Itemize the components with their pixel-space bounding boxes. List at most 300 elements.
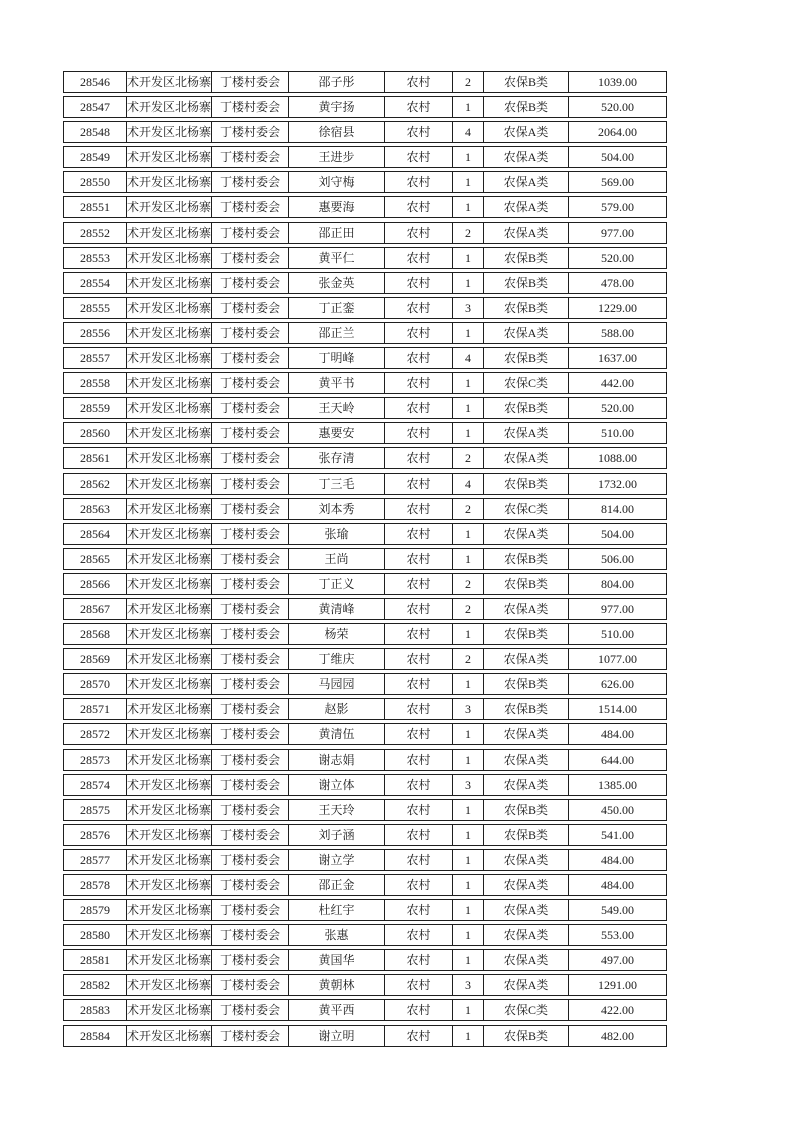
table-row (63, 222, 667, 244)
cell-insurance-class: 农保C类 (484, 499, 569, 519)
cell-residence-type: 农村 (385, 298, 453, 318)
table-row (63, 422, 667, 444)
cell-amount: 1637.00 (598, 351, 637, 366)
cell-district: 术开发区北杨寨 (127, 825, 212, 845)
cell-residence-type: 农村 (385, 699, 453, 719)
cell-count: 1 (453, 524, 484, 544)
cell-village-committee: 丁楼村委会 (212, 223, 289, 243)
cell-village-committee: 丁楼村委会 (212, 900, 289, 920)
cell-amount: 1385.00 (598, 777, 637, 792)
cell-amount: 484.00 (601, 852, 634, 867)
cell-insurance-class: 农保B类 (484, 398, 569, 418)
cell-residence-type: 农村 (385, 97, 453, 117)
table-row (63, 999, 667, 1021)
cell-residence-type: 农村 (385, 950, 453, 970)
cell-village-committee: 丁楼村委会 (212, 1026, 289, 1046)
cell-residence-type: 农村 (385, 122, 453, 142)
cell-district: 术开发区北杨寨 (127, 1000, 212, 1020)
cell-serial-number: 28553 (64, 248, 127, 268)
cell-residence-type: 农村 (385, 649, 453, 669)
table-row (63, 849, 667, 871)
cell-district: 术开发区北杨寨 (127, 423, 212, 443)
cell-amount: 588.00 (601, 325, 634, 340)
cell-insurance-class: 农保B类 (484, 348, 569, 368)
cell-village-committee: 丁楼村委会 (212, 147, 289, 167)
cell-district: 术开发区北杨寨 (127, 624, 212, 644)
cell-insurance-class: 农保B类 (484, 624, 569, 644)
cell-insurance-class: 农保A类 (484, 875, 569, 895)
cell-insurance-class: 农保A类 (484, 197, 569, 217)
cell-village-committee: 丁楼村委会 (212, 273, 289, 293)
cell-village-committee: 丁楼村委会 (212, 599, 289, 619)
cell-residence-type: 农村 (385, 975, 453, 995)
table-row (63, 949, 667, 971)
cell-person-name: 邵子彤 (289, 72, 385, 92)
cell-amount: 644.00 (601, 752, 634, 767)
cell-amount: 484.00 (601, 727, 634, 742)
table-row (63, 196, 667, 218)
cell-insurance-class: 农保A类 (484, 750, 569, 770)
table-row (63, 974, 667, 996)
table-row (63, 723, 667, 745)
cell-person-name: 马园园 (289, 674, 385, 694)
cell-insurance-class: 农保A类 (484, 649, 569, 669)
table-row (63, 397, 667, 419)
cell-district: 术开发区北杨寨 (127, 197, 212, 217)
cell-village-committee: 丁楼村委会 (212, 975, 289, 995)
cell-serial-number: 28555 (64, 298, 127, 318)
table-row (63, 347, 667, 369)
cell-amount: 506.00 (601, 551, 634, 566)
cell-person-name: 黄平书 (289, 373, 385, 393)
cell-person-name: 王进步 (289, 147, 385, 167)
table-row (63, 874, 667, 896)
cell-district: 术开发区北杨寨 (127, 72, 212, 92)
cell-insurance-class: 农保A类 (484, 323, 569, 343)
cell-insurance-class: 农保A类 (484, 147, 569, 167)
cell-person-name: 张瑜 (289, 524, 385, 544)
cell-amount: 569.00 (601, 175, 634, 190)
cell-person-name: 谢立学 (289, 850, 385, 870)
cell-village-committee: 丁楼村委会 (212, 624, 289, 644)
cell-residence-type: 农村 (385, 248, 453, 268)
cell-insurance-class: 农保B类 (484, 549, 569, 569)
cell-count: 1 (453, 750, 484, 770)
cell-person-name: 张惠 (289, 925, 385, 945)
cell-count: 1 (453, 1000, 484, 1020)
cell-district: 术开发区北杨寨 (127, 524, 212, 544)
cell-district: 术开发区北杨寨 (127, 398, 212, 418)
cell-count: 1 (453, 248, 484, 268)
cell-amount: 814.00 (601, 501, 634, 516)
table-row (63, 272, 667, 294)
cell-district: 术开发区北杨寨 (127, 574, 212, 594)
cell-amount: 520.00 (601, 250, 634, 265)
cell-amount: 1732.00 (598, 476, 637, 491)
table-row (63, 146, 667, 168)
cell-serial-number: 28559 (64, 398, 127, 418)
cell-insurance-class: 农保B类 (484, 825, 569, 845)
cell-serial-number: 28550 (64, 172, 127, 192)
cell-district: 术开发区北杨寨 (127, 97, 212, 117)
cell-count: 2 (453, 448, 484, 468)
cell-insurance-class: 农保A类 (484, 448, 569, 468)
cell-insurance-class: 农保A类 (484, 950, 569, 970)
table-row (63, 322, 667, 344)
table-row (63, 498, 667, 520)
cell-residence-type: 农村 (385, 398, 453, 418)
cell-insurance-class: 农保B类 (484, 699, 569, 719)
table-row (63, 824, 667, 846)
cell-serial-number: 28556 (64, 323, 127, 343)
cell-district: 术开发区北杨寨 (127, 122, 212, 142)
cell-district: 术开发区北杨寨 (127, 223, 212, 243)
cell-insurance-class: 农保B类 (484, 248, 569, 268)
cell-village-committee: 丁楼村委会 (212, 323, 289, 343)
cell-serial-number: 28570 (64, 674, 127, 694)
cell-count: 2 (453, 599, 484, 619)
cell-amount: 549.00 (601, 903, 634, 918)
cell-village-committee: 丁楼村委会 (212, 524, 289, 544)
cell-district: 术开发区北杨寨 (127, 925, 212, 945)
cell-village-committee: 丁楼村委会 (212, 197, 289, 217)
table-row (63, 749, 667, 771)
cell-count: 1 (453, 549, 484, 569)
cell-count: 1 (453, 875, 484, 895)
cell-serial-number: 28546 (64, 72, 127, 92)
cell-person-name: 谢志娟 (289, 750, 385, 770)
cell-village-committee: 丁楼村委会 (212, 499, 289, 519)
cell-district: 术开发区北杨寨 (127, 599, 212, 619)
cell-serial-number: 28561 (64, 448, 127, 468)
cell-count: 2 (453, 72, 484, 92)
cell-count: 2 (453, 223, 484, 243)
cell-insurance-class: 农保B类 (484, 574, 569, 594)
cell-count: 4 (453, 474, 484, 494)
cell-insurance-class: 农保A类 (484, 172, 569, 192)
table-row (63, 799, 667, 821)
cell-count: 1 (453, 197, 484, 217)
table-row (63, 171, 667, 193)
cell-residence-type: 农村 (385, 549, 453, 569)
cell-count: 2 (453, 499, 484, 519)
table-row (63, 96, 667, 118)
cell-residence-type: 农村 (385, 1000, 453, 1020)
cell-amount: 520.00 (601, 401, 634, 416)
cell-serial-number: 28577 (64, 850, 127, 870)
cell-district: 术开发区北杨寨 (127, 649, 212, 669)
cell-serial-number: 28547 (64, 97, 127, 117)
cell-serial-number: 28582 (64, 975, 127, 995)
cell-district: 术开发区北杨寨 (127, 373, 212, 393)
cell-person-name: 黄平仁 (289, 248, 385, 268)
cell-district: 术开发区北杨寨 (127, 549, 212, 569)
table-row (63, 297, 667, 319)
cell-person-name: 杨荣 (289, 624, 385, 644)
cell-district: 术开发区北杨寨 (127, 474, 212, 494)
cell-residence-type: 农村 (385, 223, 453, 243)
cell-count: 1 (453, 398, 484, 418)
cell-district: 术开发区北杨寨 (127, 775, 212, 795)
cell-amount: 1229.00 (598, 300, 637, 315)
cell-person-name: 张存清 (289, 448, 385, 468)
cell-serial-number: 28554 (64, 273, 127, 293)
cell-residence-type: 农村 (385, 323, 453, 343)
cell-village-committee: 丁楼村委会 (212, 423, 289, 443)
cell-amount: 977.00 (601, 601, 634, 616)
cell-insurance-class: 农保A类 (484, 775, 569, 795)
table-row (63, 548, 667, 570)
cell-amount: 510.00 (601, 426, 634, 441)
cell-serial-number: 28578 (64, 875, 127, 895)
cell-person-name: 邵正金 (289, 875, 385, 895)
table-row (63, 121, 667, 143)
cell-insurance-class: 农保B类 (484, 72, 569, 92)
cell-person-name: 王天玲 (289, 800, 385, 820)
cell-amount: 626.00 (601, 677, 634, 692)
cell-amount: 504.00 (601, 526, 634, 541)
cell-insurance-class: 农保A类 (484, 975, 569, 995)
cell-person-name: 丁正銮 (289, 298, 385, 318)
cell-village-committee: 丁楼村委会 (212, 750, 289, 770)
cell-count: 1 (453, 273, 484, 293)
cell-village-committee: 丁楼村委会 (212, 549, 289, 569)
cell-village-committee: 丁楼村委会 (212, 348, 289, 368)
cell-serial-number: 28557 (64, 348, 127, 368)
cell-residence-type: 农村 (385, 172, 453, 192)
cell-residence-type: 农村 (385, 1026, 453, 1046)
cell-person-name: 谢立体 (289, 775, 385, 795)
cell-residence-type: 农村 (385, 750, 453, 770)
cell-residence-type: 农村 (385, 674, 453, 694)
cell-count: 1 (453, 624, 484, 644)
cell-person-name: 邵正兰 (289, 323, 385, 343)
cell-person-name: 刘本秀 (289, 499, 385, 519)
cell-person-name: 惠要海 (289, 197, 385, 217)
cell-insurance-class: 农保A类 (484, 122, 569, 142)
cell-serial-number: 28580 (64, 925, 127, 945)
cell-insurance-class: 农保A类 (484, 223, 569, 243)
cell-amount: 1088.00 (598, 451, 637, 466)
table-row (63, 899, 667, 921)
cell-residence-type: 农村 (385, 197, 453, 217)
cell-residence-type: 农村 (385, 775, 453, 795)
cell-insurance-class: 农保B类 (484, 273, 569, 293)
cell-count: 1 (453, 423, 484, 443)
cell-count: 1 (453, 172, 484, 192)
cell-residence-type: 农村 (385, 423, 453, 443)
cell-count: 1 (453, 147, 484, 167)
cell-person-name: 黄清伍 (289, 724, 385, 744)
cell-district: 术开发区北杨寨 (127, 800, 212, 820)
cell-residence-type: 农村 (385, 800, 453, 820)
table-row (63, 648, 667, 670)
cell-person-name: 黄宇扬 (289, 97, 385, 117)
cell-person-name: 丁正义 (289, 574, 385, 594)
cell-serial-number: 28566 (64, 574, 127, 594)
cell-count: 1 (453, 950, 484, 970)
cell-person-name: 杜红宇 (289, 900, 385, 920)
cell-residence-type: 农村 (385, 448, 453, 468)
cell-serial-number: 28571 (64, 699, 127, 719)
cell-person-name: 王天岭 (289, 398, 385, 418)
cell-amount: 422.00 (601, 1003, 634, 1018)
cell-count: 1 (453, 925, 484, 945)
cell-district: 术开发区北杨寨 (127, 875, 212, 895)
cell-person-name: 邵正田 (289, 223, 385, 243)
table-row (63, 623, 667, 645)
cell-amount: 510.00 (601, 627, 634, 642)
cell-district: 术开发区北杨寨 (127, 298, 212, 318)
cell-person-name: 黄平西 (289, 1000, 385, 1020)
cell-village-committee: 丁楼村委会 (212, 925, 289, 945)
cell-residence-type: 农村 (385, 474, 453, 494)
cell-count: 3 (453, 775, 484, 795)
cell-amount: 1514.00 (598, 702, 637, 717)
cell-village-committee: 丁楼村委会 (212, 875, 289, 895)
cell-district: 术开发区北杨寨 (127, 674, 212, 694)
cell-count: 1 (453, 373, 484, 393)
cell-serial-number: 28581 (64, 950, 127, 970)
cell-district: 术开发区北杨寨 (127, 348, 212, 368)
table-row (63, 1025, 667, 1047)
cell-serial-number: 28562 (64, 474, 127, 494)
table-row (63, 71, 667, 93)
cell-residence-type: 农村 (385, 72, 453, 92)
table-row (63, 673, 667, 695)
table-row (63, 924, 667, 946)
cell-district: 术开发区北杨寨 (127, 900, 212, 920)
cell-district: 术开发区北杨寨 (127, 750, 212, 770)
cell-village-committee: 丁楼村委会 (212, 724, 289, 744)
cell-person-name: 王尚 (289, 549, 385, 569)
cell-insurance-class: 农保C类 (484, 1000, 569, 1020)
cell-residence-type: 农村 (385, 599, 453, 619)
cell-person-name: 黄国华 (289, 950, 385, 970)
table-row (63, 573, 667, 595)
cell-residence-type: 农村 (385, 850, 453, 870)
cell-serial-number: 28551 (64, 197, 127, 217)
cell-district: 术开发区北杨寨 (127, 724, 212, 744)
cell-insurance-class: 农保C类 (484, 373, 569, 393)
cell-amount: 1291.00 (598, 978, 637, 993)
cell-person-name: 谢立明 (289, 1026, 385, 1046)
cell-village-committee: 丁楼村委会 (212, 172, 289, 192)
cell-village-committee: 丁楼村委会 (212, 97, 289, 117)
cell-insurance-class: 农保A类 (484, 850, 569, 870)
cell-amount: 553.00 (601, 928, 634, 943)
cell-amount: 504.00 (601, 150, 634, 165)
cell-serial-number: 28572 (64, 724, 127, 744)
cell-village-committee: 丁楼村委会 (212, 800, 289, 820)
cell-village-committee: 丁楼村委会 (212, 649, 289, 669)
cell-amount: 2064.00 (598, 125, 637, 140)
table-row (63, 523, 667, 545)
cell-serial-number: 28573 (64, 750, 127, 770)
cell-residence-type: 农村 (385, 925, 453, 945)
cell-insurance-class: 农保B类 (484, 800, 569, 820)
cell-insurance-class: 农保A类 (484, 524, 569, 544)
cell-village-committee: 丁楼村委会 (212, 298, 289, 318)
cell-residence-type: 农村 (385, 875, 453, 895)
cell-count: 2 (453, 574, 484, 594)
cell-serial-number: 28552 (64, 223, 127, 243)
cell-count: 1 (453, 900, 484, 920)
cell-insurance-class: 农保A类 (484, 925, 569, 945)
cell-residence-type: 农村 (385, 574, 453, 594)
cell-person-name: 丁明峰 (289, 348, 385, 368)
cell-amount: 442.00 (601, 376, 634, 391)
cell-amount: 804.00 (601, 576, 634, 591)
cell-district: 术开发区北杨寨 (127, 323, 212, 343)
cell-insurance-class: 农保A类 (484, 900, 569, 920)
pension-table (63, 71, 667, 1050)
table-row (63, 447, 667, 469)
cell-person-name: 丁维庆 (289, 649, 385, 669)
cell-district: 术开发区北杨寨 (127, 448, 212, 468)
cell-insurance-class: 农保B类 (484, 298, 569, 318)
table-row (63, 372, 667, 394)
cell-village-committee: 丁楼村委会 (212, 398, 289, 418)
cell-village-committee: 丁楼村委会 (212, 699, 289, 719)
cell-village-committee: 丁楼村委会 (212, 373, 289, 393)
cell-person-name: 张金英 (289, 273, 385, 293)
cell-amount: 450.00 (601, 802, 634, 817)
cell-count: 1 (453, 323, 484, 343)
cell-amount: 484.00 (601, 878, 634, 892)
cell-village-committee: 丁楼村委会 (212, 474, 289, 494)
cell-count: 1 (453, 674, 484, 694)
cell-person-name: 惠要安 (289, 423, 385, 443)
cell-insurance-class: 农保B类 (484, 1026, 569, 1046)
cell-insurance-class: 农保B类 (484, 474, 569, 494)
cell-village-committee: 丁楼村委会 (212, 950, 289, 970)
cell-amount: 579.00 (601, 200, 634, 215)
cell-district: 术开发区北杨寨 (127, 1026, 212, 1046)
cell-serial-number: 28574 (64, 775, 127, 795)
cell-amount: 478.00 (601, 275, 634, 290)
cell-count: 1 (453, 850, 484, 870)
cell-person-name: 黄清峰 (289, 599, 385, 619)
cell-count: 3 (453, 699, 484, 719)
table-row (63, 598, 667, 620)
cell-district: 术开发区北杨寨 (127, 172, 212, 192)
cell-serial-number: 28576 (64, 825, 127, 845)
cell-count: 3 (453, 298, 484, 318)
cell-residence-type: 农村 (385, 624, 453, 644)
cell-insurance-class: 农保A类 (484, 599, 569, 619)
table-row (63, 247, 667, 269)
cell-district: 术开发区北杨寨 (127, 850, 212, 870)
cell-person-name: 赵影 (289, 699, 385, 719)
cell-serial-number: 28548 (64, 122, 127, 142)
cell-amount: 497.00 (601, 953, 634, 968)
cell-count: 1 (453, 97, 484, 117)
cell-person-name: 刘守梅 (289, 172, 385, 192)
cell-district: 术开发区北杨寨 (127, 950, 212, 970)
cell-serial-number: 28563 (64, 499, 127, 519)
cell-count: 2 (453, 649, 484, 669)
cell-count: 1 (453, 1026, 484, 1046)
cell-insurance-class: 农保A类 (484, 423, 569, 443)
cell-serial-number: 28579 (64, 900, 127, 920)
cell-person-name: 徐宿县 (289, 122, 385, 142)
cell-district: 术开发区北杨寨 (127, 273, 212, 293)
cell-amount: 541.00 (601, 827, 634, 842)
cell-district: 术开发区北杨寨 (127, 147, 212, 167)
cell-residence-type: 农村 (385, 900, 453, 920)
cell-district: 术开发区北杨寨 (127, 248, 212, 268)
